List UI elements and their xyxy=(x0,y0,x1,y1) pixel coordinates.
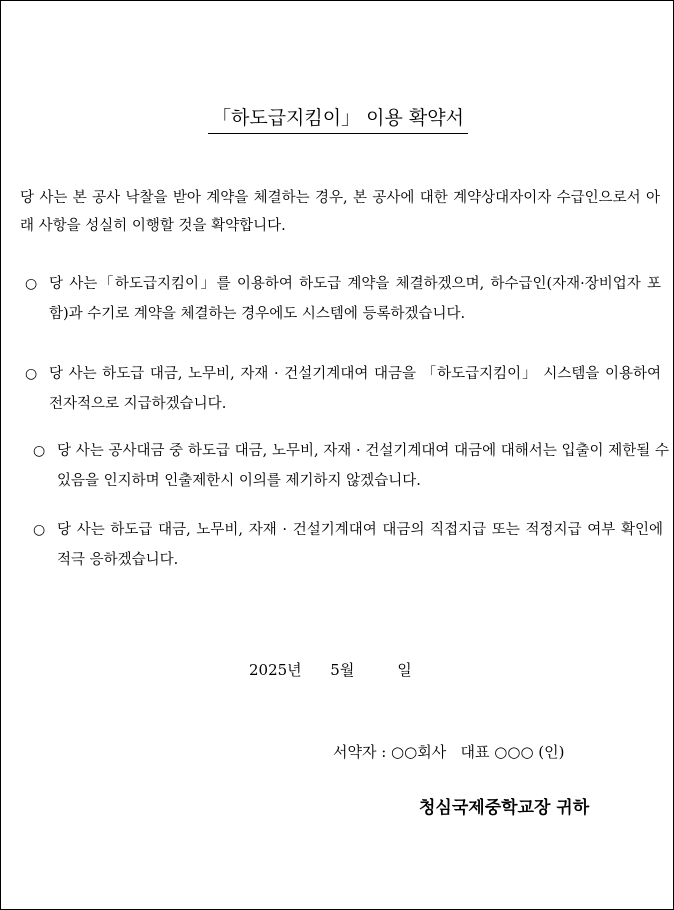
pledge-item-4 xyxy=(33,515,663,575)
intro-paragraph: 당 사는 본 공사 낙찰을 받아 계약을 체결하는 경우, 본 공사에 대한 계약상대자이자 수급인으로서 아래 사항을 성실히 이행할 것을 확약합니다. xyxy=(20,190,660,234)
pledge-item-2 xyxy=(25,359,661,419)
pledge-item-text: 당 사는 하도급 대금, 노무비, 자재 · 건설기계대여 대금을 「하도급지킴이」 시스템을 이용하여 전자적으로 지급하겠습니다. xyxy=(49,366,661,412)
document-title-row xyxy=(1,105,674,134)
pledge-item-text: 당 사는 하도급 대금, 노무비, 자재 · 건설기계대여 대금의 직접지급 또는 적정지급 여부 확인에 적극 응하겠습니다. xyxy=(57,522,663,568)
signer-line: 서약자 : ○○회사 대표 ○○○ (인) xyxy=(333,743,565,761)
bullet-circle-icon: ○ xyxy=(33,522,46,538)
pledge-item-text: 당 사는 공사대금 중 하도급 대금, 노무비, 자재 · 건설기계대여 대금에 대해서는 입출이 제한될 수 있음을 인지하며 인출제한시 이의를 제기하지 않겠습니다. xyxy=(57,443,669,489)
pledge-item-text: 당 사는「하도급지킴이」를 이용하여 하도급 계약을 체결하겠으며, 하수급인(자재·장비업자 포함)과 수기로 계약을 체결하는 경우에도 시스템에 등록하겠습니다. xyxy=(49,276,661,322)
date-line: 2025년 5월 일 xyxy=(249,661,412,679)
addressee-line: 청심국제중학교장 귀하 xyxy=(419,798,590,818)
pledge-item-3 xyxy=(33,436,669,496)
bullet-circle-icon: ○ xyxy=(25,366,38,382)
document-title: 「하도급지킴이」 이용 확약서 xyxy=(208,105,468,134)
bullet-circle-icon: ○ xyxy=(33,443,46,459)
pledge-item-1 xyxy=(25,269,661,329)
bullet-circle-icon: ○ xyxy=(25,276,38,292)
